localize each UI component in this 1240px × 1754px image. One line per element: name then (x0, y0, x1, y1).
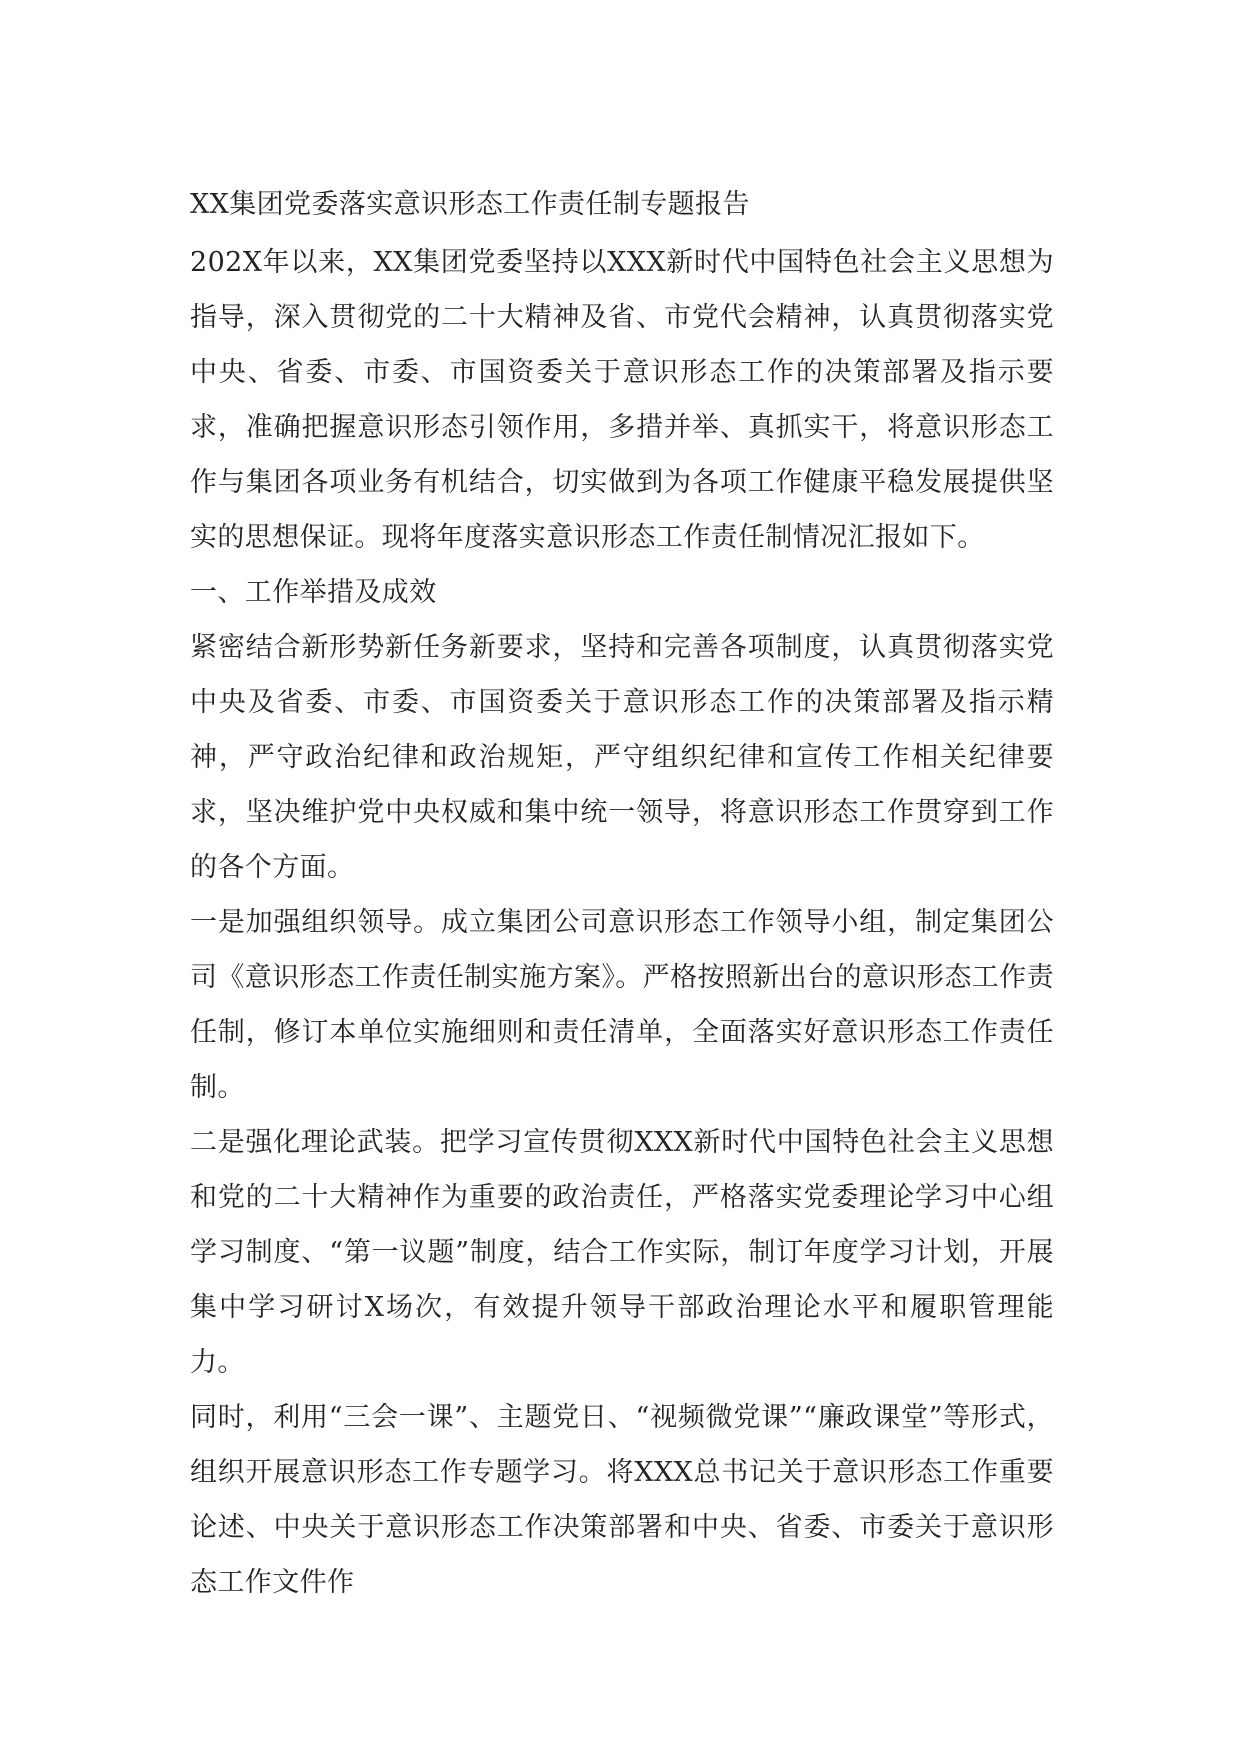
section-intro-paragraph: 紧密结合新形势新任务新要求，坚持和完善各项制度，认真贯彻落实党中央及省委、市委、市国资委关于意识形态工作的决策部署及指示精神，严守政治纪律和政治规矩，严守组织纪律和宣传工作相关纪律要求，坚决维护党中央权威和集中统一领导，将意识形态工作贯穿到工作的各个方面。 (190, 632, 1054, 883)
intro-paragraph: 202X年以来，XX集团党委坚持以XXX新时代中国特色社会主义思想为指导，深入贯彻党的二十大精神及省、市党代会精神，认真贯彻落实党中央、省委、市委、市国资委关于意识形态工作的决策部署及指示要求，准确把握意识形态引领作用，多措并举、真抓实干，将意识形态工作与集团各项业务有机结合，切实做到为各项工作健康平稳发展提供坚实的思想保证。现将年度落实意识形态工作责任制情况汇报如下。 (190, 247, 1054, 553)
measure-two-paragraph: 二是强化理论武装。把学习宣传贯彻XXX新时代中国特色社会主义思想和党的二十大精神作为重要的政治责任，严格落实党委理论学习中心组学习制度、“第一议题”制度，结合工作实际，制订年度学习计划，开展集中学习研讨X场次，有效提升领导干部政治理论水平和履职管理能力。 (190, 1127, 1054, 1378)
document-body (190, 180, 1054, 1610)
measure-one-paragraph: 一是加强组织领导。成立集团公司意识形态工作领导小组，制定集团公司《意识形态工作责任制实施方案》。严格按照新出台的意识形态工作责任制，修订本单位实施细则和责任清单，全面落实好意识形态工作责任制。 (190, 907, 1054, 1103)
study-forms-paragraph: 同时，利用“三会一课”、主题党日、“视频微党课”“廉政课堂”等形式，组织开展意识形态工作专题学习。将XXX总书记关于意识形态工作重要论述、中央关于意识形态工作决策部署和中央、省委、市委关于意识形态工作文件作 (190, 1402, 1054, 1598)
document-title: XX集团党委落实意识形态工作责任制专题报告 (190, 189, 750, 220)
section-heading: 一、工作举措及成效 (190, 577, 437, 608)
